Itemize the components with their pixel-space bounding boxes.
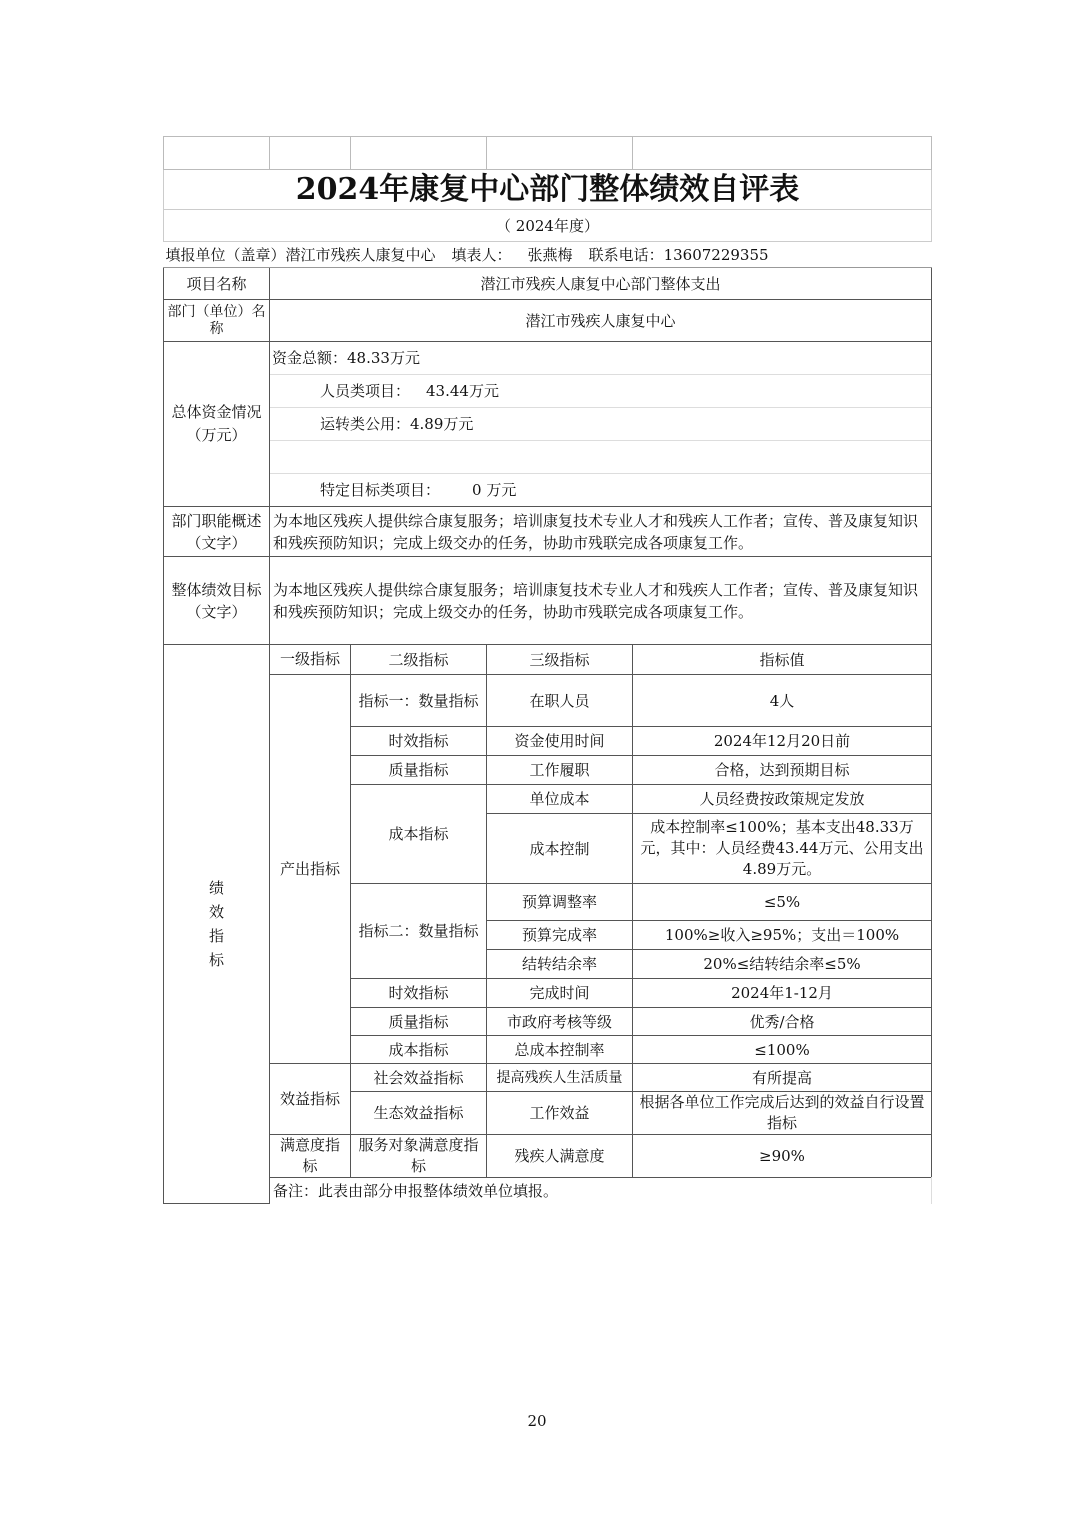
header-level2: 二级指标 <box>351 645 487 675</box>
footnote: 备注：此表由部分申报整体绩效单位填报。 <box>270 1178 932 1204</box>
value-cell: 2024年12月20日前 <box>633 727 932 756</box>
blank-row <box>164 137 932 170</box>
value-cell: 100%≥收入≥95%；支出＝100% <box>633 921 932 950</box>
level2-cell: 社会效益指标 <box>351 1064 487 1092</box>
satisfaction-indicator-label: 满意度指标 <box>270 1135 351 1178</box>
phone-value: 13607229355 <box>663 245 769 264</box>
unit-value: 潜江市残疾人康复中心 <box>285 245 436 264</box>
function-overview-text: 为本地区残疾人提供综合康复服务；培训康复技术专业人才和残疾人工作者；宣传、普及康复知识和残疾预防知识；完成上级交办的任务，协助市残联完成各项康复工作。 <box>270 507 932 557</box>
evaluation-table <box>163 136 932 1204</box>
evaluation-sheet <box>163 136 931 1204</box>
table-row <box>164 675 932 727</box>
value-cell: ≤100% <box>633 1036 932 1064</box>
value-cell: 根据各单位工作完成后达到的效益自行设置指标 <box>633 1092 932 1135</box>
personnel-value: 43.44万元 <box>426 382 499 400</box>
level2-cell: 时效指标 <box>351 979 487 1008</box>
level2-cell: 指标一：数量指标 <box>351 675 487 727</box>
funds-personnel <box>270 375 931 408</box>
personnel-label: 人员类项目： <box>320 382 411 400</box>
level2-cell: 质量指标 <box>351 756 487 785</box>
performance-goal-label: 整体绩效目标（文字） <box>164 557 270 645</box>
value-cell: 人员经费按政策规定发放 <box>633 785 932 814</box>
funds-operation: 运转类公用：4.89万元 <box>270 408 931 441</box>
filler-label: 填表人： <box>451 245 512 264</box>
header-value: 指标值 <box>633 645 932 675</box>
function-overview-label: 部门职能概述（文字） <box>164 507 270 557</box>
header-level3: 三级指标 <box>487 645 633 675</box>
phone-label: 联系电话： <box>588 245 664 264</box>
level3-cell: 资金使用时间 <box>487 727 633 756</box>
level2-cell: 质量指标 <box>351 1008 487 1036</box>
performance-goal-text: 为本地区残疾人提供综合康复服务；培训康复技术专业人才和残疾人工作者；宣传、普及康复知识和残疾预防知识；完成上级交办的任务，协助市残联完成各项康复工作。 <box>270 557 932 645</box>
table-row <box>164 1135 932 1178</box>
value-cell: 优秀/合格 <box>633 1008 932 1036</box>
level3-cell: 预算完成率 <box>487 921 633 950</box>
specific-label: 特定目标类项目： <box>320 481 441 499</box>
page-number: 20 <box>527 1412 547 1430</box>
benefit-indicator-label: 效益指标 <box>270 1064 351 1135</box>
output-indicator-label: 产出指标 <box>270 675 351 1064</box>
project-name-label: 项目名称 <box>164 268 270 300</box>
value-cell: 2024年1-12月 <box>633 979 932 1008</box>
department-value: 潜江市残疾人康复中心 <box>270 300 932 342</box>
level2-cell: 成本指标 <box>351 1036 487 1064</box>
funds-label: 总体资金情况 （万元） <box>164 342 270 507</box>
unit-label: 填报单位（盖章） <box>165 245 286 264</box>
level3-cell: 残疾人满意度 <box>487 1135 633 1178</box>
filler-value: 张燕梅 <box>527 245 573 264</box>
level3-cell: 市政府考核等级 <box>487 1008 633 1036</box>
funds-specific <box>270 474 931 506</box>
value-cell: ≤5% <box>633 884 932 921</box>
level3-cell: 完成时间 <box>487 979 633 1008</box>
level2-cell: 服务对象满意度指标 <box>351 1135 487 1178</box>
level3-cell: 提高残疾人生活质量 <box>487 1064 633 1092</box>
value-cell: 有所提高 <box>633 1064 932 1092</box>
level3-cell: 工作履职 <box>487 756 633 785</box>
level3-cell: 结转结余率 <box>487 950 633 979</box>
funds-detail <box>270 342 932 507</box>
department-label: 部门（单位）名称 <box>164 300 270 342</box>
value-cell: ≥90% <box>633 1135 932 1178</box>
level2-cell: 指标二：数量指标 <box>351 884 487 979</box>
page-title: 2024年康复中心部门整体绩效自评表 <box>164 170 932 210</box>
indicators-section-label: 绩效指标 <box>164 645 270 1204</box>
level2-cell: 时效指标 <box>351 727 487 756</box>
value-cell: 20%≤结转结余率≤5% <box>633 950 932 979</box>
level2-cell: 成本指标 <box>351 785 487 884</box>
value-cell: 成本控制率≤100%；基本支出48.33万元，其中：人员经费43.44万元、公用支出4.89万元。 <box>633 814 932 884</box>
funds-total: 资金总额：48.33万元 <box>270 342 931 375</box>
project-name-value: 潜江市残疾人康复中心部门整体支出 <box>270 268 932 300</box>
funds-blank <box>270 441 931 474</box>
level3-cell: 单位成本 <box>487 785 633 814</box>
value-cell: 4人 <box>633 675 932 727</box>
level3-cell: 工作效益 <box>487 1092 633 1135</box>
level3-cell: 成本控制 <box>487 814 633 884</box>
level3-cell: 在职人员 <box>487 675 633 727</box>
level3-cell: 总成本控制率 <box>487 1036 633 1064</box>
level3-cell: 预算调整率 <box>487 884 633 921</box>
value-cell: 合格，达到预期目标 <box>633 756 932 785</box>
level2-cell: 生态效益指标 <box>351 1092 487 1135</box>
table-row <box>164 1064 932 1092</box>
header-info <box>164 242 932 268</box>
header-level1: 一级指标 <box>270 645 351 675</box>
year-note: （ 2024年度） <box>164 210 932 242</box>
specific-value: 0 万元 <box>472 481 517 499</box>
